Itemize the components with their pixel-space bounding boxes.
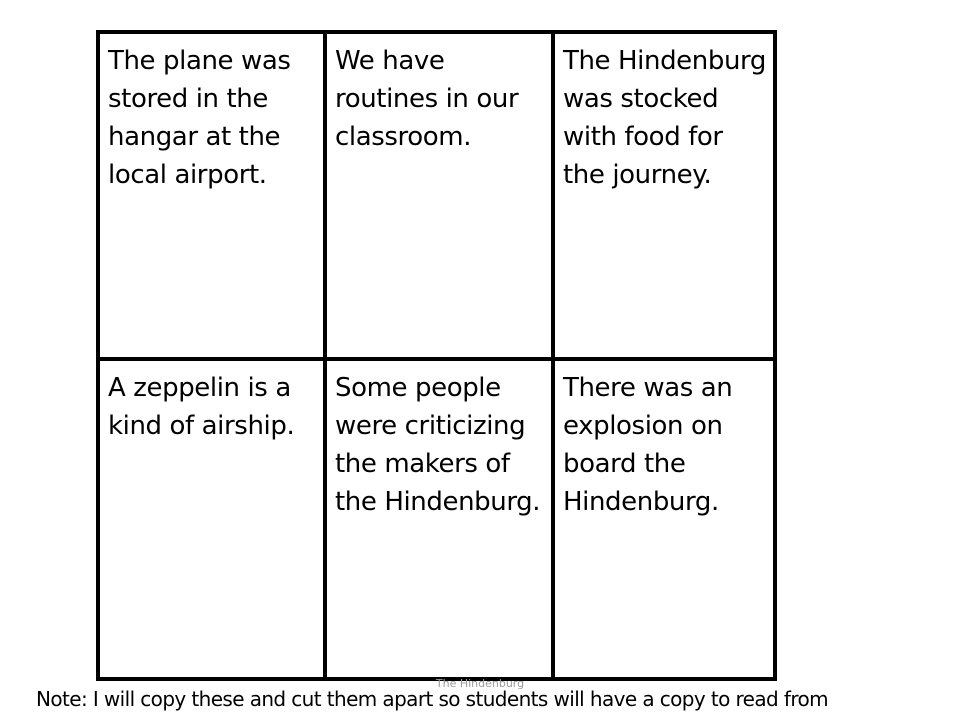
sentence-card-text: A zeppelin is a kind of airship.: [108, 373, 295, 441]
sentence-card: [327, 361, 555, 677]
sentence-card-text: The plane was stored in the hangar at the local airport.: [108, 46, 291, 190]
sentence-card-text: We have routines in our classroom.: [335, 46, 519, 152]
sentence-card: [555, 361, 773, 677]
footer-watermark: The Hindenburg: [435, 677, 525, 690]
sentence-card: [555, 34, 773, 361]
sentence-card-grid: [96, 30, 777, 681]
sentence-card: [100, 34, 327, 361]
sentence-card: [327, 34, 555, 361]
footer-note: Note: I will copy these and cut them apart so students will have a copy to read from: [36, 687, 829, 711]
sentence-card-text: Some people were criticizing the makers of the Hindenburg.: [335, 373, 541, 517]
sentence-card-text: There was an explosion on board the Hindenburg.: [563, 373, 733, 517]
sentence-card: [100, 361, 327, 677]
sentence-card-text: The Hindenburg was stocked with food for the journey.: [563, 46, 766, 190]
